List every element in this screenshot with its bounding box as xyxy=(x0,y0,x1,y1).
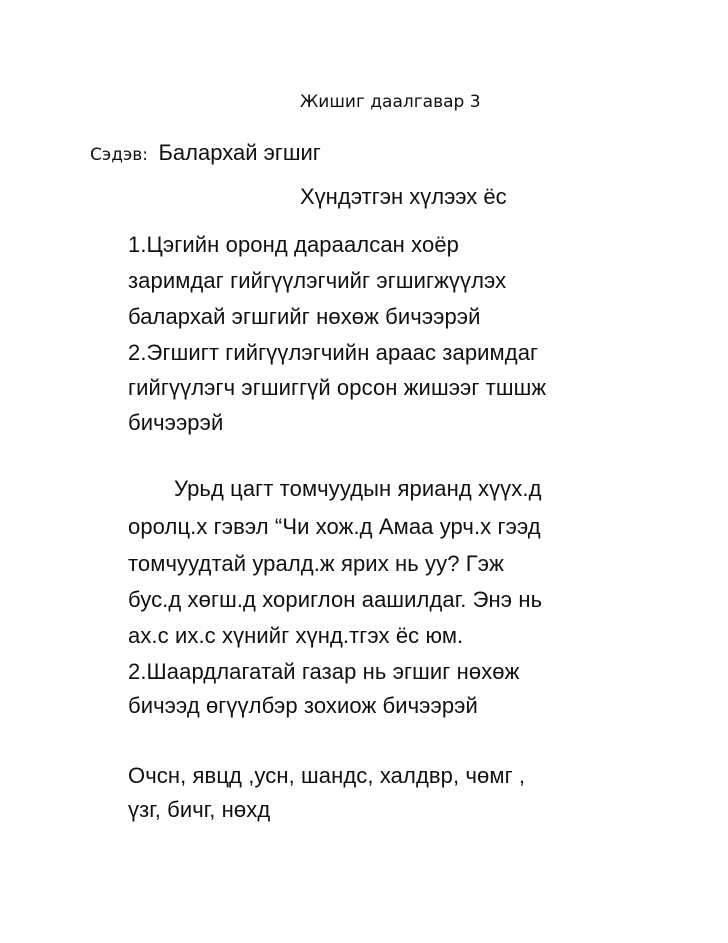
passage-line: томчуудтай уралд.ж ярих нь уу? Гэж xyxy=(128,551,504,576)
task2-line: бичээд өгүүлбэр зохиож бичээрэй xyxy=(128,693,478,718)
task1-line: 1.Цэгийн оронд дараалсан хоёр xyxy=(128,232,459,257)
word-list-line: Очсн, явцд ,усн, шандс, халдвр, чөмг , xyxy=(128,763,526,788)
topic-line xyxy=(90,140,321,166)
task1-line: бичээрэй xyxy=(128,410,224,435)
topic-value: Балархай эгшиг xyxy=(158,140,321,165)
task1-line: гийгүүлэгч эгшиггүй орсон жишээг тшшж xyxy=(128,375,547,400)
document-subtitle: Хүндэтгэн хүлээх ёс xyxy=(300,184,507,209)
passage-line: Урьд цагт томчуудын ярианд хүүх.д xyxy=(174,476,542,501)
document-title: Жишиг даалгавар 3 xyxy=(300,92,481,112)
topic-label: Сэдэв: xyxy=(90,145,149,165)
task1-line: балархай эгшгийг нөхөж бичээрэй xyxy=(128,304,481,329)
passage-line: ах.с их.с хүнийг хүнд.тгэх ёс юм. xyxy=(128,623,464,648)
passage-line: оролц.х гэвэл “Чи хож.д Амаа урч.х гээд xyxy=(128,514,541,539)
task1-line: 2.Эгшигт гийгүүлэгчийн араас заримдаг xyxy=(128,340,539,365)
task2-line: 2.Шаардлагатай газар нь эгшиг нөхөж xyxy=(128,659,520,684)
word-list-line: үзг, бичг, нөхд xyxy=(128,797,271,822)
task1-line: заримдаг гийгүүлэгчийг эгшигжүүлэх xyxy=(128,268,507,293)
passage-line: бус.д хөгш.д хориглон аашилдаг. Энэ нь xyxy=(128,587,543,612)
